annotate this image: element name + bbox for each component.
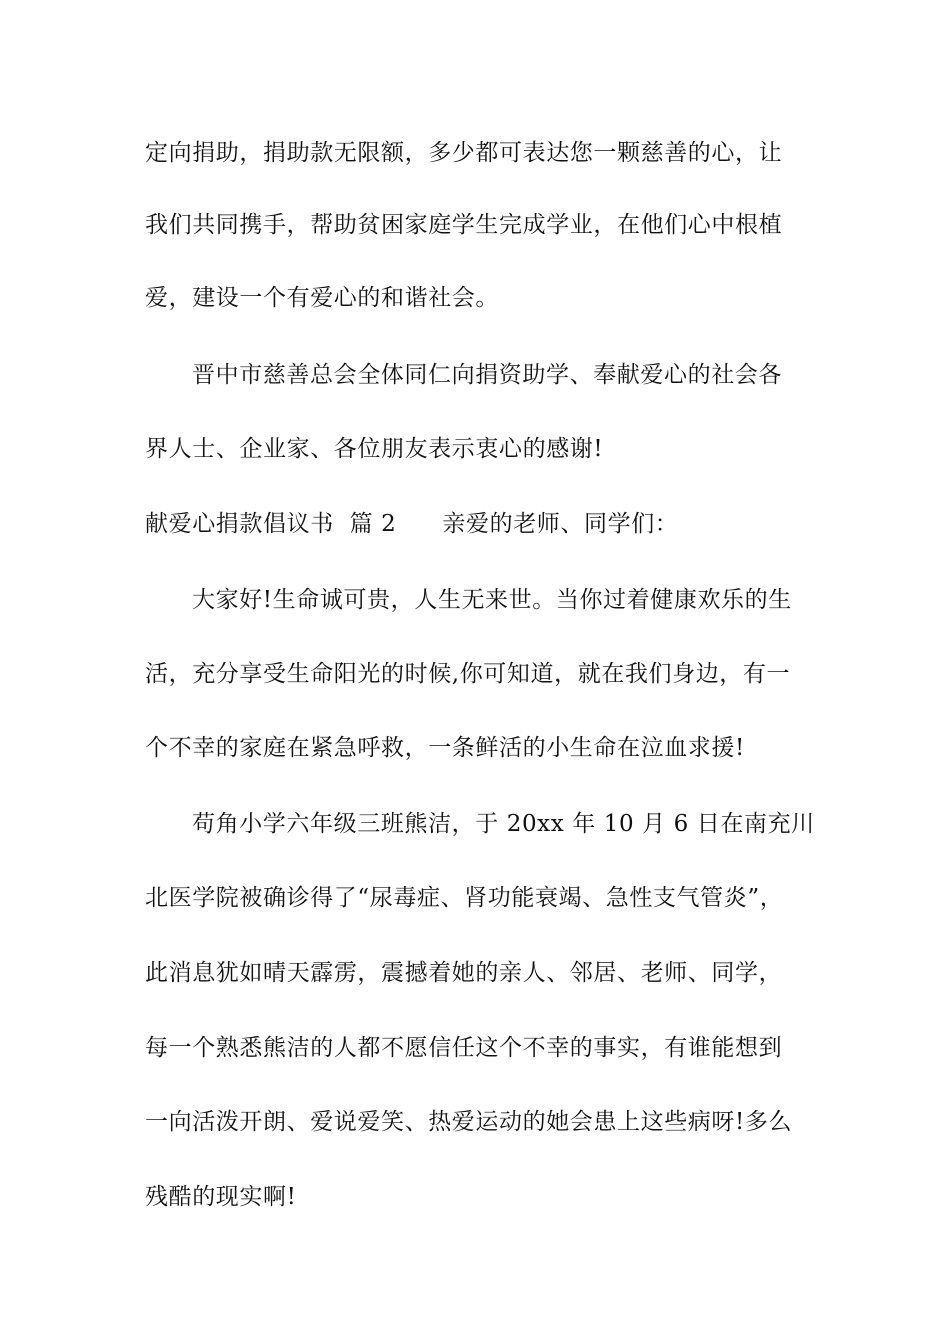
section-heading (145, 509, 678, 539)
paragraph-line: 每一个熟悉熊洁的人都不愿信任这个不幸的事实，有谁能想到 (145, 1035, 783, 1061)
paragraph-line: 界人士、企业家、各位朋友表示衷心的感谢! (145, 436, 604, 462)
paragraph-line: 个不幸的家庭在紧急呼救，一条鲜活的小生命在泣血求援! (145, 735, 745, 761)
paragraph-line: 此消息犹如晴天霹雳，震撼着她的亲人、邻居、老师、同学， (145, 960, 783, 986)
paragraph-line: 我们共同携手，帮助贫困家庭学生完成学业，在他们心中根植 (145, 212, 783, 238)
paragraph-line: 一向活泼开朗、爱说爱笑、热爱运动的她会患上这些病呀!多么 (145, 1109, 793, 1135)
salutation: 亲爱的老师、同学们： (442, 511, 679, 537)
section-number: 篇 2 (349, 511, 397, 537)
paragraph-line: 苟角小学六年级三班熊洁，于 20xx 年 10 月 6 日在南充川 (192, 811, 815, 837)
paragraph-line: 爱，建设一个有爱心的和谐社会。 (145, 285, 499, 311)
paragraph-line: 活，充分享受生命阳光的时候,你可知道，就在我们身边，有一 (145, 661, 791, 687)
paragraph-line: 大家好!生命诚可贵，人生无来世。当你过着健康欢乐的生 (192, 587, 792, 613)
paragraph-line: 定向捐助，捐助款无限额，多少都可表达您一颗慈善的心，让 (145, 140, 783, 166)
paragraph-line: 北医学院被确诊得了“尿毒症、肾功能衰竭、急性支气管炎”， (145, 885, 784, 911)
doc-title: 献爱心捐款倡议书 (145, 511, 334, 537)
paragraph-line: 晋中市慈善总会全体同仁向捐资助学、奉献爱心的社会各 (192, 362, 782, 388)
paragraph-line: 残酷的现实啊! (145, 1184, 297, 1210)
